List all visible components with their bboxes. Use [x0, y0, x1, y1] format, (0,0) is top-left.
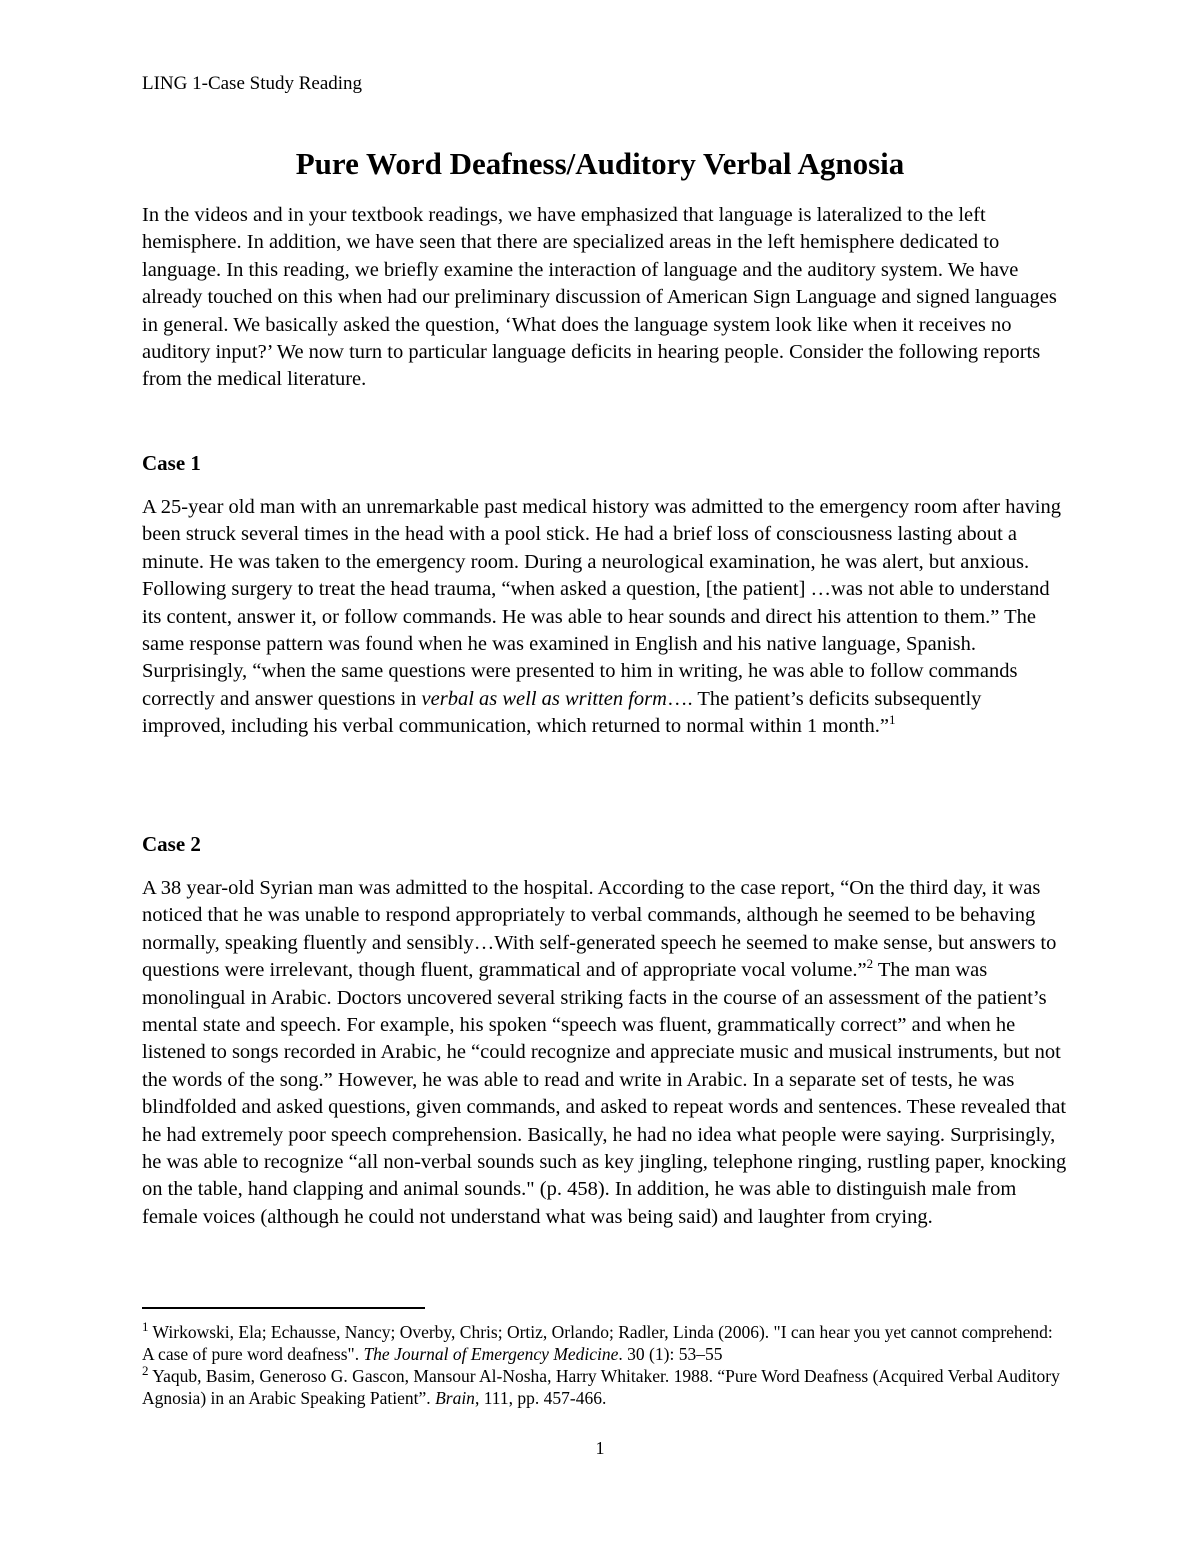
footnotes [142, 1321, 1067, 1409]
footnote-1-journal: The Journal of Emergency Medicine [363, 1344, 619, 1364]
footnote-1-text-a: Wirkowski, Ela; Echausse, Nancy; Overby, Chris; Ortiz, Orlando; Radler, Linda (2006). "I can hear you yet cannot comprehend: A case of pure word deafness". [142, 1322, 1053, 1364]
page-number: 1 [595, 1438, 605, 1458]
case-1-paragraph [142, 494, 1067, 741]
footnote-2-journal: Brain [435, 1388, 475, 1408]
footnote-2-text-b: , 111, pp. 457-466. [474, 1388, 607, 1408]
footnote-1-number: 1 [142, 1319, 149, 1335]
intro-paragraph: In the videos and in your textbook readings, we have emphasized that language is lateralized to the left hemisphere. In addition, we have seen that there are specialized areas in the left hemisphere dedicated to language. In this reading, we briefly examine the interaction of language and the auditory system. We have already touched on this when had our preliminary discussion of American Sign Language and signed languages in general. We basically asked the question, ‘What does the language system look like when it receives no auditory input?’ We now turn to particular language deficits in hearing people. Consider the following reports from the medical literature. [142, 204, 1057, 391]
case-2-paragraph [142, 875, 1067, 1231]
footnote-1-text-b: . 30 (1): 53–55 [618, 1344, 723, 1364]
case-2-text-b: The man was monolingual in Arabic. Doctors uncovered several striking facts in the course of an assessment of the patient’s mental state and speech. For example, his spoken “speech was fluent, grammatically correct” and when he listened to songs recorded in Arabic, he “could recognize and appreciate music and musical instruments, but not the words of the song.” However, he was able to read and write in Arabic. In a separate set of tests, he was blindfolded and asked questions, given commands, and asked to repeat words and sentences. These revealed that he had extremely poor speech comprehension. Basically, he had no idea what people were saying. Surprisingly, he was able to recognize “all non-verbal sounds such as key jingling, telephone ringing, rustling paper, knocking on the table, hand clapping and animal sounds." (p. 458). In addition, he was able to distinguish male from female voices (although he could not understand what was being said) and laughter from crying. [142, 959, 1067, 1228]
case-1-text-b: …. The patient’s deficits subsequently improved, including his verbal communication, which returned to normal within 1 month.” [142, 687, 982, 738]
footnote-1 [142, 1321, 1067, 1365]
footnote-ref-2[interactable]: 2 [866, 956, 874, 972]
footnote-2 [142, 1365, 1067, 1409]
case-2-text-a: A 38 year-old Syrian man was admitted to the hospital. According to the case report, “On the third day, it was noticed that he was unable to respond appropriately to verbal commands, although he seemed to be behaving normally, speaking fluently and sensibly…With self-generated speech he seemed to make sense, but answers to questions were irrelevant, though fluent, grammatical and of appropriate vocal volume.” [142, 877, 1057, 982]
case-1-emphasis: verbal as well as written form [421, 687, 667, 710]
footnote-ref-1[interactable]: 1 [888, 712, 896, 728]
footnote-2-text-a: Yaqub, Basim, Generoso G. Gascon, Mansour Al-Nosha, Harry Whitaker. 1988. “Pure Word Deafness (Acquired Verbal Auditory Agnosia) in an Arabic Speaking Patient”. [142, 1366, 1060, 1408]
case-1-text-a: A 25-year old man with an unremarkable past medical history was admitted to the emergency room after having been struck several times in the head with a pool stick. He had a brief loss of consciousness lasting about a minute. He was taken to the emergency room. During a neurological examination, he was alert, but anxious. Following surgery to treat the head trauma, “when asked a question, [the patient] …was not able to understand its content, answer it, or follow commands. He was able to hear sounds and direct his attention to them.” The same response pattern was found when he was examined in English and his native language, Spanish. Surprisingly, “when the same questions were presented to him in writing, he was able to follow commands correctly and answer questions in [142, 496, 1061, 710]
case-2-heading: Case 2 [142, 832, 201, 856]
case-1-heading: Case 1 [142, 451, 201, 475]
footnote-divider [142, 1307, 425, 1309]
page-title: Pure Word Deafness/Auditory Verbal Agnosia [295, 146, 905, 181]
footnote-2-number: 2 [142, 1363, 149, 1379]
running-header: LING 1-Case Study Reading [142, 73, 363, 94]
